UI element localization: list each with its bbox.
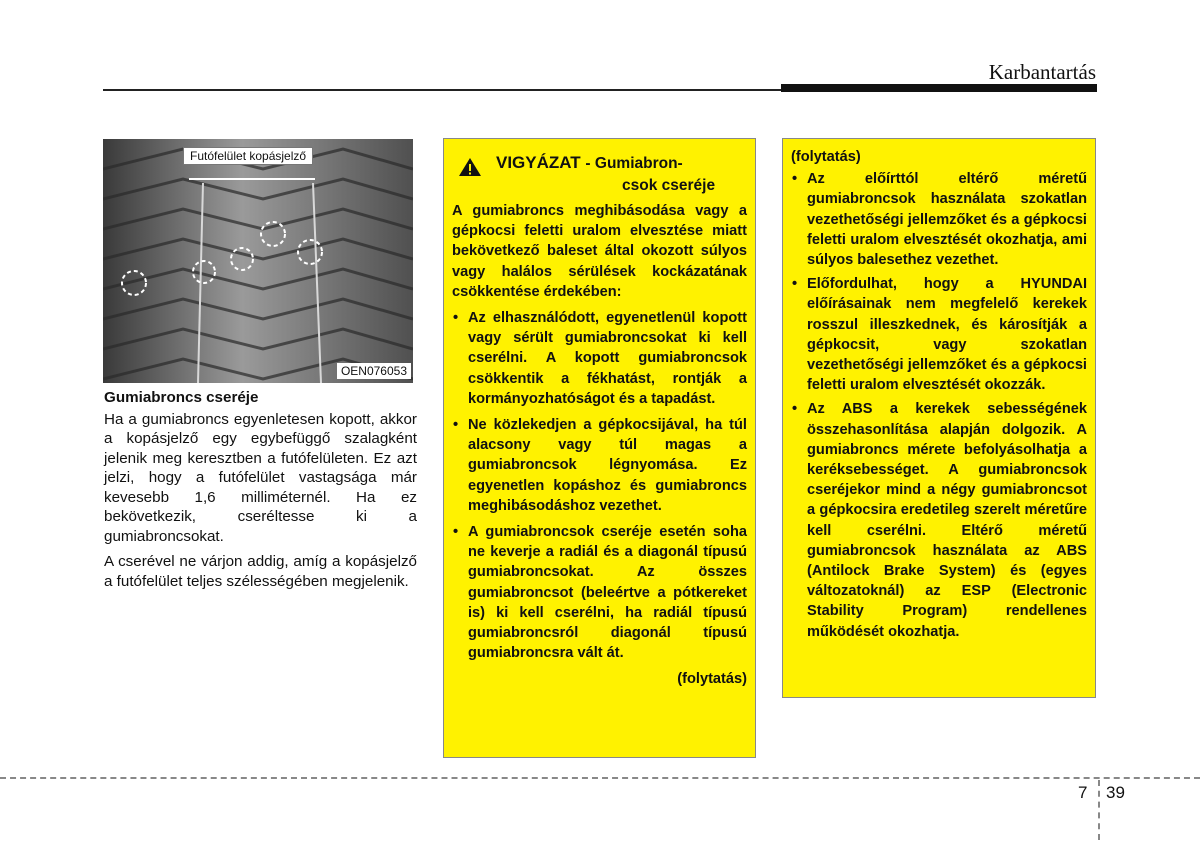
warning-title-sub-line2: csok cseréje (622, 177, 716, 194)
paragraph: A cserével ne várjon addig, amíg a kopásjelző a futófelület teljes szélességében megjelenik. (104, 553, 417, 590)
header-rule-thick (781, 84, 1097, 92)
header-rule (103, 89, 783, 91)
list-item: • Az ABS a kerekek sebességének összehasonlítása alapján dolgozik. A gumiabroncs mérete befolyásolhatja a keréksebességet. A gumiabroncsok cseréjekor mind a négy gumiabroncsot a gépkocsira eredetileg szerelt méretűre kell cserélni. Eltérő méretű gumiabroncsok használata az ABS (Antilock Brake System) és (egyes változatoknál) az ESP (Electronic Stability Program) rendellenes működését okozhatja. (791, 399, 1087, 641)
warning-header (452, 147, 747, 199)
list-item: • Az elhasználódott, egyenetlenül kopott vagy sérült gumiabroncsokat ki kell cserélni. A kopott gumiabroncsok csökkentik a fékhatást, rontják a kormányozhatóságot és a tapadást. (452, 308, 747, 409)
continued-label: (folytatás) (677, 671, 747, 688)
continued-bullet-list (791, 169, 1087, 642)
chapter-number: 7 (1078, 783, 1088, 802)
warning-bullet-list (452, 308, 747, 663)
list-item: • A gumiabroncsok cseréje esetén soha ne keverje a radiál és a diagonál típusú gumiabroncsokat. Az összes gumiabroncsot (beleértve a pótkereket is) ki kell cserélni, ha radiál típusú gumiabroncsról diagonál típusú gumiabroncsra vált át. (452, 522, 747, 663)
footer-divider (0, 777, 1200, 779)
warning-triangle-icon (458, 157, 482, 177)
continued-warning-box (782, 138, 1096, 698)
warning-title (496, 153, 683, 174)
page-number: 39 (1106, 783, 1125, 802)
tread-wear-indicator-label: Futófelület kopásjelző (183, 147, 313, 165)
list-item: • Az előírttól eltérő méretű gumiabroncsok használata szokatlan vezethetőségi jellemzőket és a gépkocsi feletti uralom elvesztését okozhatja, ami súlyos balesethez vezethet. (791, 169, 1087, 270)
left-column (104, 388, 417, 597)
list-item: • Előfordulhat, hogy a HYUNDAI előírásainak nem megfelelő kerekek rosszul illeszkednek, és károsítják a gépkocsit, vagy szokatlan vezethetőségi jellemzőket és a gépkocsi feletti uralom elvesztését okozzák. (791, 274, 1087, 395)
tire-tread-image (103, 139, 413, 383)
footer-page-divider (1098, 780, 1100, 840)
section-title: Karbantartás (988, 60, 1096, 84)
tire-tread-figure (103, 139, 413, 383)
warning-intro: A gumiabroncs meghibásodása vagy a gépkocsi feletti uralom elvesztése miatt bekövetkező baleset által okozott súlyos vagy halálos sérülések kockázatának csökkentése érdekében: (452, 203, 747, 300)
warning-box (443, 138, 756, 758)
warning-title-word: VIGYÁZAT (496, 153, 581, 172)
warning-title-sub: - Gumiabron- (585, 155, 683, 172)
image-code: OEN076053 (337, 363, 411, 379)
section-heading: Gumiabroncs cseréje (104, 389, 259, 406)
list-item: • Ne közlekedjen a gépkocsijával, ha túl alacsony vagy túl magas a gumiabroncsok légnyomása. Ez egyenetlen kopáshoz és gumiabroncs meghibásodáshoz vezethet. (452, 415, 747, 516)
paragraph: Ha a gumiabroncs egyenletesen kopott, akkor a kopásjelző egy egybefüggő szalagként jelenik meg keresztben a futófelületen. Ez azt jelzi, hogy a futófelület vastagsága már kevesebb 1,6 milliméternél. Ha ez bekövetkezik, cseréltesse ki a gumiabroncsokat. (104, 410, 417, 545)
continued-top-label: (folytatás) (791, 149, 861, 165)
